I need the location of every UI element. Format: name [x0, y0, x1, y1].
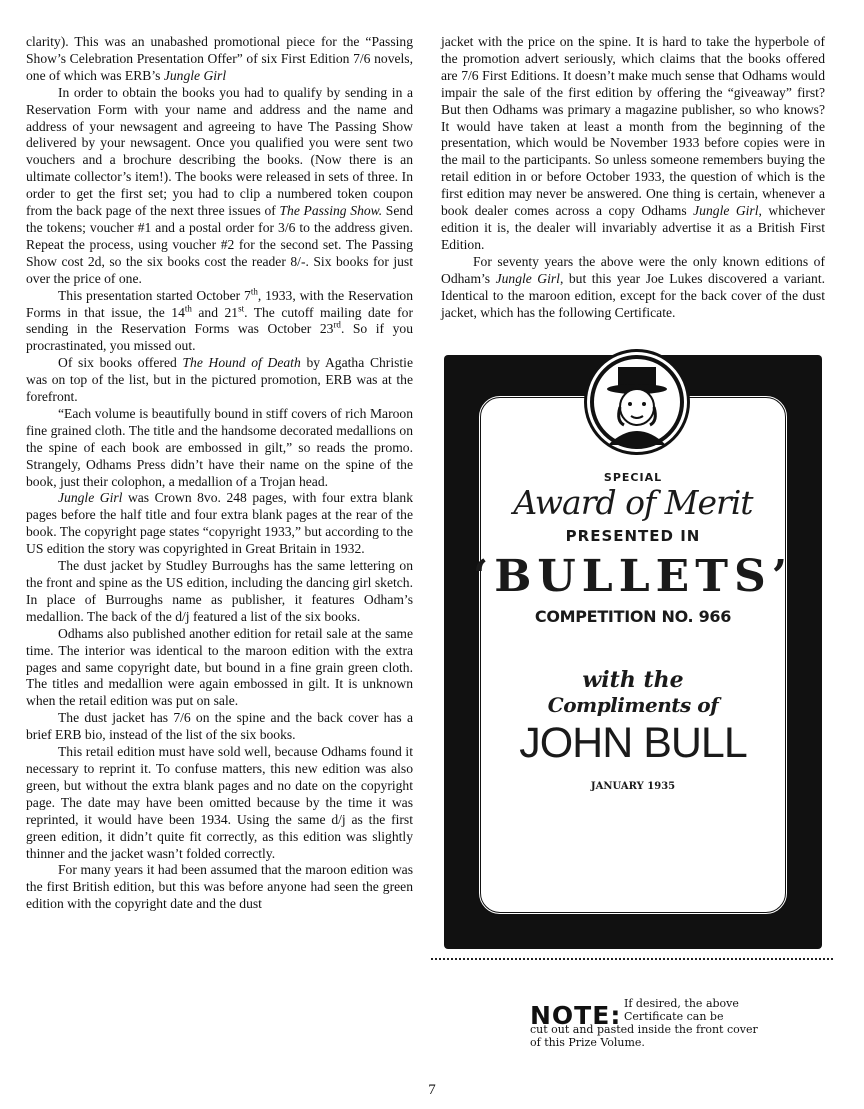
- certificate-bullets: ‘BULLETS’: [472, 551, 794, 602]
- certificate-compliments: Compliments of: [547, 693, 719, 717]
- right-column: [441, 34, 825, 321]
- paragraph: In order to obtain the books you had to qualify by sending in a Reservation Form with your name and address and the name and address of your newsagent and agreeing to have The Passing Show delivered by your newsagent. Once you qualified you were sent two vouchers and a brochure describing the books. (Now there is an ultimate collector’s item!). The books were released in sets of three. In order to get the first set; you had to clip a numbered token coupon from the back page of the next three issues of The Passing Show. Send the tokens; voucher #1 and a postal order for 3/6 to the address given. Repeat the process, using voucher #2 for the second set. The Passing Show cost 2d, so the six books cost the reader 8/-. Six books for just over the price of one.: [26, 84, 413, 286]
- paragraph: clarity). This was an unabashed promotional piece for the “Passing Show’s Celebration Presentation Offer” of six First Edition 7/6 novels, one of which was ERB’s Jungle Girl: [26, 34, 413, 83]
- note-line-rest: cut out and pasted inside the front cover of this Prize Volume.: [530, 1023, 758, 1049]
- certificate-john-bull: JOHN BULL: [519, 719, 747, 767]
- certificate-competition: COMPETITION NO. 966: [534, 607, 732, 626]
- paragraph: For seventy years the above were the only known editions of Odham’s Jungle Girl, but this year Joe Lukes discovered a variant. Identical to the maroon edition, except for the back cover of the dust jacket, which has the following Certificate.: [441, 253, 826, 320]
- left-column: [26, 34, 413, 913]
- certificate-special: SPECIAL: [603, 471, 663, 484]
- paragraph: The dust jacket has 7/6 on the spine and the back cover has a brief ERB bio, instead of the list of the six books.: [26, 710, 413, 743]
- certificate-date: JANUARY 1935: [590, 781, 676, 792]
- certificate-award-title: Award of Merit: [513, 483, 753, 522]
- paragraph: Of six books offered The Hound of Death by Agatha Christie was on top of the list, but in the pictured promotion, ERB was at the forefront.: [26, 355, 413, 405]
- certificate-presented: PRESENTED IN: [565, 527, 701, 545]
- paragraph: For many years it had been assumed that the maroon edition was the first British edition, but this was before anyone had seen the green edition with the copyright date and the dust: [26, 862, 413, 912]
- paragraph: “Each volume is beautifully bound in stiff covers of rich Maroon fine grained cloth. The title and the handsome decorated medallions on the spine of each book are embossed in gilt,” so reads the promo. Strangely, Odhams Press didn’t have their name on the spine of the book, just their colophon, a medallion of a Trojan head.: [26, 405, 413, 489]
- paragraph: jacket with the price on the spine. It is hard to take the hyperbole of the promotion advert seriously, which claims that the books offered are 7/6 First Editions. It doesn’t make much sense that Odhams would impair the sale of the first edition by offering the “giveaway” first? But then Odhams was primary a magazine publisher, so who knows? It would have taken at least a month from the beginning of the presentation, which would be November 1933 before copies were in the mail to the participants. So unless someone remembers buying the retail edition in or before October 1933, the question of which is the first edition may never be answered. One thing is certain, whenever a book dealer comes across a copy Odhams Jungle Girl, whichever edition it is, the dealer will invariably advertise it as a British First Edition.: [441, 34, 825, 252]
- dotted-divider: [431, 958, 833, 960]
- paragraph: The dust jacket by Studley Burroughs has the same lettering on the front and spine as the US edition, including the dancing girl sketch. In place of Burroughs name as publisher, it features Odham’s medallion. The back of the d/j featured a list of the six books.: [26, 558, 413, 624]
- paragraph: This presentation started October 7th, 1933, with the Reservation Forms in that issue, the 14th and 21st. The cutoff mailing date for sending in the Reservation Forms was October 23rd. So if you procrastinated, you missed out.: [26, 286, 413, 354]
- john-bull-portrait-icon: [590, 355, 684, 449]
- paragraph: This retail edition must have sold well, because Odhams found it necessary to reprint it. To confuse matters, this new edition was also green, but without the extra blank pages and no date on the copyright page. The date may have been omitted because by the time it was reprinted, it would have been 1934. Using the same d/j as the first green edition, it didn’t quite fit correctly, as this edition was slightly thinner and the jacket wasn’t folded correctly.: [26, 744, 413, 861]
- paragraph: Jungle Girl was Crown 8vo. 248 pages, with four extra blank pages before the half title and four extra blank pages at the rear of the book. The copyright page states “copyright 1933,” but according to the US edition the story was copyrighted in Great Britain in 1932.: [26, 490, 413, 557]
- page-number: 7: [428, 1082, 436, 1098]
- certificate-with: with the: [582, 667, 684, 693]
- paragraph: Odhams also published another edition for retail sale at the same time. The interior was identical to the maroon edition with the extra pages and same copyright date, but bound in a fine grain green cloth. The titles and medallion were again embossed in gilt. It is unknown when the retail edition was put on sale.: [26, 625, 413, 709]
- note-line-1: If desired, the above Certificate can be: [624, 997, 739, 1023]
- certificate-image: [444, 355, 822, 949]
- note-label: NOTE:: [530, 1001, 622, 1030]
